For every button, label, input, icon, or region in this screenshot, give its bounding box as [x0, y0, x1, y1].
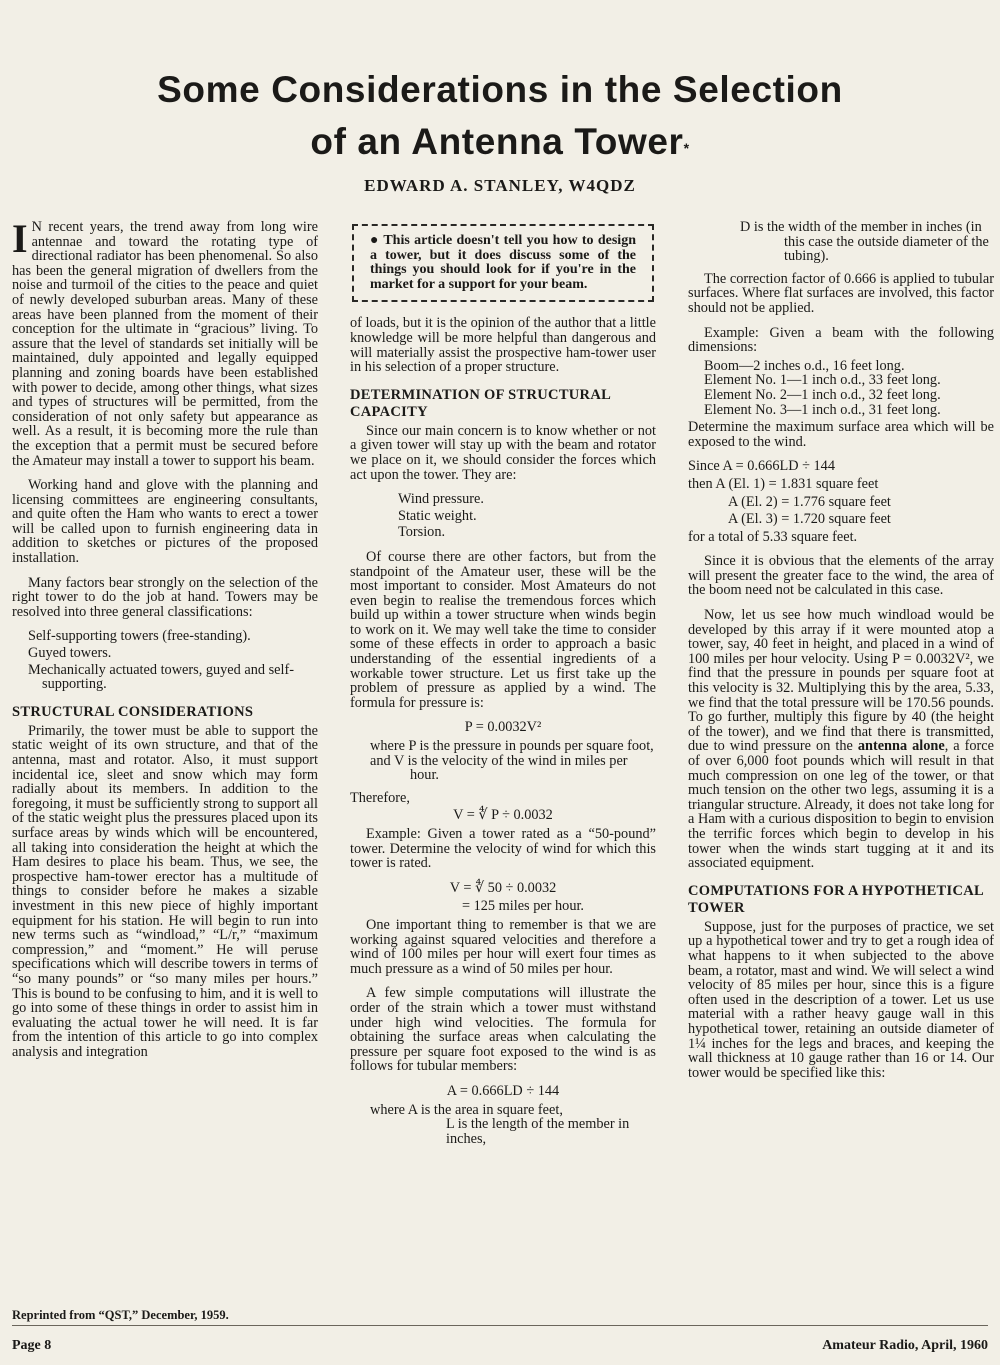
publication-info: Amateur Radio, April, 1960	[822, 1338, 988, 1353]
definition: L is the length of the member in inches,	[446, 1116, 630, 1147]
calculation-line: A (El. 2) = 1.776 square feet	[728, 493, 891, 510]
list-item: Static weight.	[398, 507, 477, 524]
formula: P = 0.0032V²	[464, 719, 542, 736]
article-title	[0, 64, 1000, 168]
definition: D is the width of the member in inches (in this case the outside diameter of the tubing).	[740, 219, 989, 265]
list-item: Wind pressure.	[398, 491, 484, 508]
formula-definitions	[350, 739, 656, 783]
paragraph: of loads, but it is the opinion of the author that a little knowledge will be more helpful than dangerous and will materially assist the prospective ham-tower user in his selection of a proper structure.	[350, 315, 656, 376]
title-footnote-mark: *	[683, 140, 690, 156]
emphasis-text: antenna alone	[857, 738, 945, 755]
formula: A = 0.666LD ÷ 144	[446, 1082, 560, 1099]
calculation-line: then A (El. 1) = 1.831 square feet	[688, 475, 879, 492]
section-heading: DETERMINATION OF STRUCTURAL CAPACITY	[350, 386, 611, 420]
dimension-item: Element No. 1—1 inch o.d., 33 feet long.	[704, 372, 941, 389]
paragraph: Example: Given a beam with the following dimensions:	[688, 324, 994, 356]
author-byline: EDWARD A. STANLEY, W4QDZ	[364, 176, 636, 195]
callout-box: ● This article doesn't tell you how to design a tower, but it does discuss some of the things you should look for if you're in the market for a support for your beam.	[352, 224, 654, 302]
calculation-line: A (El. 3) = 1.720 square feet	[728, 511, 891, 528]
dimension-item: Boom—2 inches o.d., 16 feet long.	[704, 357, 905, 374]
forces-list	[398, 492, 656, 540]
paragraph-text: N recent years, the trend away from long wire antennae and toward the rotating type of directional radiator has been phenomenal. So also has been the general migration of dwellers from the noise and turmoil of the cities to the peace and quiet of newly developed suburban areas. Many of these areas have been planned from the moment of their conception for the ultimate in “gracious” living. To assure that the level of standards set initially will be maintained, duly appointed and legally equipped planning and zoning boards have been established with power to decide, among other things, what sizes and types of structures will be permitted, from the consideration of not only safety but appearance as well. As a result, it is becoming more the rule than the exception that a permit must be secured before the Amateur may install a tower to support his beam.	[12, 219, 318, 469]
paragraph	[12, 216, 318, 469]
formula: = 125 miles per hour.	[461, 898, 585, 915]
paragraph: One important thing to remember is that we are working against squared velocities and therefore a wind of 100 miles per hour will exert four times as much pressure as a wind of 50 miles per hour.	[350, 916, 656, 977]
paragraph: Many factors bear strongly on the selection of the right tower to do the job at hand. Towers may be resolved into three general classifications:	[12, 574, 318, 620]
tower-classification-list	[28, 629, 318, 691]
list-item: Torsion.	[398, 524, 446, 541]
footer-rule	[12, 1325, 988, 1326]
title-line-1: Some Considerations in the Selection	[157, 69, 843, 110]
title-line-2-text: of an Antenna Tower	[310, 121, 684, 162]
paragraph: Of course there are other factors, but from the standpoint of the Amateur user, these will be the most important to consider. Most Amateurs do not even begin to realise the tremendous forces which build up within a tower structure when winds begin to work on it. We may well take the time to consider some of these effects in order to approach a basic understanding of the essential ingredients of a workable tower structure. Let us first take up the problem of pressure as applied by a wind. The formula for pressure is:	[350, 548, 656, 711]
paragraph: The correction factor of 0.666 is applied to tubular surfaces. Where flat surfaces are involved, this factor should not be applied.	[688, 270, 994, 316]
section-heading: COMPUTATIONS FOR A HYPOTHETICAL TOWER	[688, 882, 984, 916]
text-line: Therefore,	[350, 789, 410, 806]
calculation-line: for a total of 5.33 square feet.	[688, 528, 858, 545]
list-item: Guyed towers.	[28, 645, 112, 662]
reprint-credit: Reprinted from “QST,” December, 1959.	[12, 1308, 229, 1322]
paragraph-text: , a force of over 6,000 foot pounds which will result in that much compression on one leg of the tower, or that much tension on the other two legs, assuming it is a triangular structure. Already, it does not take long for a Ham with a curious disposition to begin to envision the terrific forces which begin to develop in his tower when the winds start tugging at it and its associated equipment.	[688, 738, 994, 872]
definition: where A is the area in square feet,	[370, 1101, 563, 1118]
list-item: Self-supporting towers (free-standing).	[28, 628, 251, 645]
formula: V = ∜ 50 ÷ 0.0032	[449, 879, 557, 896]
paragraph: Since it is obvious that the elements of the array will present the greater face to the wind, the area of the boom need not be calculated in this case.	[688, 553, 994, 599]
paragraph: Example: Given a tower rated as a “50-pound” tower. Determine the velocity of wind for which this tower is rated.	[350, 826, 656, 872]
page-number: Page 8	[12, 1338, 52, 1353]
drop-cap: I	[12, 216, 28, 261]
dimension-item: Element No. 3—1 inch o.d., 31 feet long.	[704, 401, 941, 418]
paragraph: Determine the maximum surface area which will be exposed to the wind.	[688, 419, 994, 450]
title-line-2	[0, 116, 1000, 168]
paragraph-text: Now, let us see how much windload would be developed by this array if it were mounted atop a tower, say, 40 feet in height, and placed in a wind of 100 miles per hour velocity. Using P = 0.0032V², we find that the pressure in pounds per square foot at this velocity is 32. Multiplying this by the area, 5.33, we find that the total pressure will be 170.56 pounds. To go further, multiply this figure by 40 (the height of the tower), and we find that there is transmitted, due to wind pressure on the	[688, 607, 994, 755]
paragraph: Suppose, just for the purposes of practice, we set up a hypothetical tower and try to get a rough idea of what happens to it when subjected to the above beam, a rotator, mast and wind. We will select a wind velocity of 85 miles per hour, since this is a figure often used in the description of a tower. Let us use material with a rather heavy gauge wall in this hypothetical tower, retaining an outside diameter of 1¼ inches for the legs and braces, and keeping the wall thickness at 10 gauge rather than 16 or 14. Our tower would be specified like this:	[688, 918, 994, 1081]
formula: V = ∜ P ÷ 0.0032	[453, 807, 553, 824]
paragraph: Since our main concern is to know whether or not a given tower will stay up with the beam and rotator we place on it, we should consider the forces which act upon the tower. They are:	[350, 422, 656, 483]
dimension-item: Element No. 2—1 inch o.d., 32 feet long.	[704, 386, 941, 403]
formula-definitions	[350, 1103, 656, 1147]
paragraph: A few simple computations will illustrate the order of the strain which a tower must withstand under high wind velocities. The formula for obtaining the surface areas when calculating the pressure per square foot exposed to the wind is as follows for tubular members:	[350, 985, 656, 1075]
column-3	[688, 220, 994, 1090]
definition: and V is the velocity of the wind in miles per hour.	[370, 752, 628, 784]
paragraph	[688, 608, 994, 871]
column-1	[12, 216, 318, 1069]
beam-dimensions	[704, 359, 994, 417]
list-item: Mechanically actuated towers, guyed and self-supporting.	[28, 661, 294, 693]
calculation-line: Since A = 0.666LD ÷ 144	[688, 458, 835, 475]
formula-definitions	[688, 220, 994, 264]
definition: where P is the pressure in pounds per square foot,	[370, 738, 654, 755]
column-2	[350, 220, 656, 1154]
paragraph: Primarily, the tower must be able to support the static weight of its own structure, and that of the antenna, mast and rotator. Also, it must support incidental ice, sleet and snow which may form radially about its members. In addition to the foregoing, it must be sufficiently strong to support all of the static weight plus the pressures placed upon its surface areas by winds which will be encountered, all taking into consideration the height at which the Ham desires to place his beam. Thus, we see, the prospective ham-tower erector has a multitude of things to consider before he makes a sizable investment in this new piece of highly important equipment for his station. He will begin to run into new terms such as “windload,” “L/r,” “maximum compression,” and “moment.” He will peruse specifications which will describe towers in terms of “so many pounds” or “so many miles per hours.” This is bound to be confusing to him, and it is well to go into some of these things in order to assist him in evaluating the actual tower he will need. It is far from the intention of this article to go into complex analysis and integration	[12, 722, 318, 1060]
section-heading: STRUCTURAL CONSIDERATIONS	[12, 703, 254, 720]
paragraph: Working hand and glove with the planning and licensing committees are engineering consultants, and quite often the Ham who wants to erect a tower will be called upon to furnish engineering data in addition to sketches or pictures of the proposed installation.	[12, 477, 318, 567]
